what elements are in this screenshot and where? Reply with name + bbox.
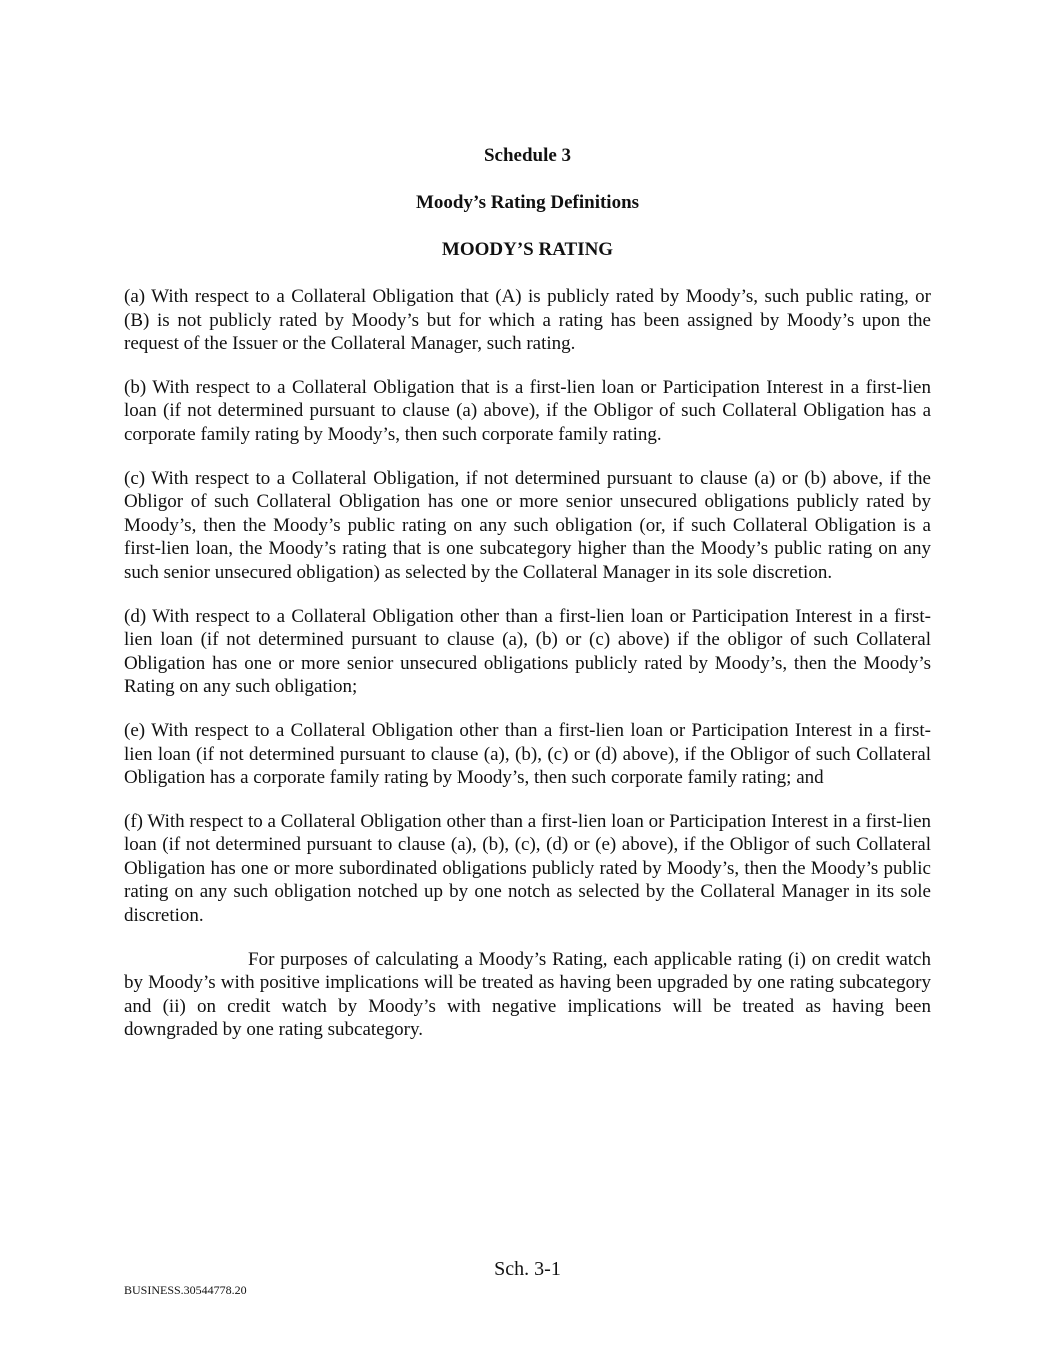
document-id: BUSINESS.30544778.20 bbox=[124, 1283, 247, 1297]
paragraph-a: (a) With respect to a Collateral Obligation that (A) is publicly rated by Moody’s, such public rating, or (B) is not publicly rated by Moody’s but for which a rating has been assigned by Moody’s upon the request of the Issuer or the Collateral Manager, such rating. bbox=[124, 286, 931, 355]
paragraph-d: (d) With respect to a Collateral Obligation other than a first-lien loan or Participation Interest in a first-lien loan (if not determined pursuant to clause (a), (b) or (c) above) if the obligor of such Collateral Obligation has one or more senior unsecured obligations publicly rated by Moody’s, then the Moody’s Rating on any such obligation; bbox=[124, 605, 931, 698]
closing-paragraph: For purposes of calculating a Moody’s Rating, each applicable rating (i) on credit watch by Moody’s with positive implications will be treated as having been upgraded by one rating subcategory and (ii) on credit watch by Moody’s with negative implications will be treated as having been downgraded by one rating subcategory. bbox=[124, 948, 931, 1041]
paragraph-b: (b) With respect to a Collateral Obligation that is a first-lien loan or Participation Interest in a first-lien loan (if not determined pursuant to clause (a) above), if the Obligor of such Collateral Obligation has a corporate family rating by Moody’s, then such corporate family rating. bbox=[124, 376, 931, 445]
page-number: Sch. 3-1 bbox=[494, 1258, 561, 1280]
paragraph-c: (c) With respect to a Collateral Obligation, if not determined pursuant to clause (a) or (b) above, if the Obligor of such Collateral Obligation has one or more senior unsecured obligations publicly rated by Moody’s, then the Moody’s public rating on any such obligation (or, if such Collateral Obligation is a first-lien loan, the Moody’s rating that is one subcategory higher than the Moody’s public rating on any such senior unsecured obligation) as selected by the Collateral Manager in its sole discretion. bbox=[124, 467, 931, 583]
subtitle: Moody’s Rating Definitions bbox=[415, 192, 640, 213]
section-heading: MOODY’S RATING bbox=[441, 239, 614, 260]
document-body bbox=[124, 144, 931, 1062]
paragraph-f: (f) With respect to a Collateral Obligation other than a first-lien loan or Participation Interest in a first-lien loan (if not determined pursuant to clause (a), (b), (c), (d) or (e) above), if the Obligor of such Collateral Obligation has one or more subordinated obligations publicly rated by Moody’s, then the Moody’s public rating on any such obligation notched up by one notch as selected by the Collateral Manager in its sole discretion. bbox=[124, 810, 931, 927]
paragraph-e: (e) With respect to a Collateral Obligation other than a first-lien loan or Participation Interest in a first-lien loan (if not determined pursuant to clause (a), (b), (c) or (d) above), if the Obligor of such Collateral Obligation has a corporate family rating by Moody’s, then such corporate family rating; and bbox=[124, 719, 931, 789]
schedule-title: Schedule 3 bbox=[483, 145, 572, 166]
